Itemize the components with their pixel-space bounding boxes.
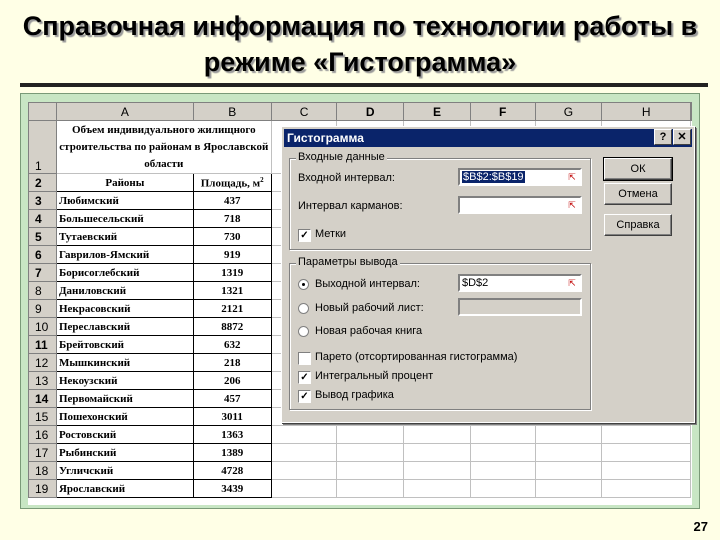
row-header[interactable]: 7 bbox=[29, 264, 57, 282]
grid-cell[interactable] bbox=[404, 462, 471, 480]
grid-cell[interactable] bbox=[404, 480, 471, 498]
area-cell[interactable]: 1389 bbox=[193, 444, 271, 462]
row-header[interactable]: 16 bbox=[29, 426, 57, 444]
row-header[interactable]: 17 bbox=[29, 444, 57, 462]
district-cell[interactable]: Борисоглебский bbox=[56, 264, 193, 282]
district-cell[interactable]: Первомайский bbox=[56, 390, 193, 408]
grid-cell[interactable] bbox=[404, 444, 471, 462]
column-header-b[interactable]: B bbox=[193, 103, 271, 121]
table-row bbox=[29, 426, 692, 444]
district-cell[interactable]: Переславский bbox=[56, 318, 193, 336]
close-icon[interactable]: ✕ bbox=[673, 129, 691, 145]
column-header-extra[interactable] bbox=[691, 103, 692, 121]
row-header[interactable]: 12 bbox=[29, 354, 57, 372]
input-group-label: Входные данные bbox=[298, 151, 385, 163]
column-header-h[interactable]: H bbox=[602, 103, 691, 121]
help-button[interactable]: Справка bbox=[604, 214, 672, 236]
new-book-label: Новая рабочая книга bbox=[315, 325, 423, 337]
row-header[interactable]: 14 bbox=[29, 390, 57, 408]
pareto-checkbox[interactable] bbox=[298, 352, 311, 365]
output-range-value: $D$2 bbox=[462, 277, 489, 289]
grid-cell[interactable] bbox=[337, 444, 404, 462]
area-cell[interactable]: 457 bbox=[193, 390, 271, 408]
grid-cell[interactable] bbox=[271, 462, 337, 480]
row-header[interactable]: 13 bbox=[29, 372, 57, 390]
new-book-radio[interactable] bbox=[298, 326, 309, 337]
row-header[interactable]: 2 bbox=[29, 174, 57, 192]
collapse-range-icon[interactable]: ⇱ bbox=[568, 200, 576, 210]
cancel-button[interactable]: Отмена bbox=[604, 183, 672, 205]
row-header[interactable]: 1 bbox=[29, 121, 57, 174]
ok-button[interactable]: ОК bbox=[604, 158, 672, 180]
page-number: 27 bbox=[693, 519, 708, 534]
area-label-text: Площадь, м bbox=[200, 177, 261, 190]
table-row bbox=[29, 444, 692, 462]
grid-cell[interactable] bbox=[470, 426, 535, 444]
input-range-field[interactable] bbox=[458, 168, 582, 186]
dialog-title-bar[interactable] bbox=[284, 129, 692, 147]
column-label-district[interactable]: Районы bbox=[56, 174, 193, 192]
row-header[interactable]: 10 bbox=[29, 318, 57, 336]
row-header[interactable]: 19 bbox=[29, 480, 57, 498]
grid-cell[interactable] bbox=[602, 426, 691, 444]
district-cell[interactable]: Гаврилов-Ямский bbox=[56, 246, 193, 264]
grid-cell[interactable] bbox=[535, 444, 602, 462]
grid-cell[interactable] bbox=[535, 480, 602, 498]
district-cell[interactable]: Ростовский bbox=[56, 426, 193, 444]
area-cell[interactable]: 206 bbox=[193, 372, 271, 390]
select-all-corner[interactable] bbox=[29, 103, 57, 121]
grid-cell[interactable] bbox=[470, 462, 535, 480]
grid-cell[interactable] bbox=[337, 480, 404, 498]
area-cell[interactable]: 730 bbox=[193, 228, 271, 246]
column-label-area[interactable] bbox=[193, 174, 271, 192]
grid-cell[interactable] bbox=[602, 462, 691, 480]
histogram-dialog bbox=[281, 126, 695, 423]
area-cell[interactable]: 4728 bbox=[193, 462, 271, 480]
grid-cell[interactable] bbox=[602, 444, 691, 462]
column-header-e[interactable]: E bbox=[404, 103, 471, 121]
area-cell[interactable]: 1363 bbox=[193, 426, 271, 444]
row-header[interactable]: 8 bbox=[29, 282, 57, 300]
column-header-f[interactable]: F bbox=[470, 103, 535, 121]
column-header-c[interactable]: C bbox=[271, 103, 337, 121]
output-group-label: Параметры вывода bbox=[298, 256, 398, 268]
slide-title: Справочная информация по технологии работы в режиме «Гистограмма» bbox=[22, 11, 698, 77]
input-group bbox=[289, 151, 591, 250]
column-header-row bbox=[29, 103, 692, 121]
collapse-range-icon[interactable]: ⇱ bbox=[568, 172, 576, 182]
district-cell[interactable]: Большесельский bbox=[56, 210, 193, 228]
output-range-label: Выходной интервал: bbox=[315, 278, 420, 290]
row-header[interactable]: 18 bbox=[29, 462, 57, 480]
output-range-field[interactable] bbox=[458, 274, 582, 292]
input-range-value: $B$2:$B$19 bbox=[463, 171, 524, 183]
district-cell[interactable]: Даниловский bbox=[56, 282, 193, 300]
area-label-sup: 2 bbox=[260, 175, 264, 184]
grid-cell[interactable] bbox=[271, 444, 337, 462]
area-cell[interactable]: 1321 bbox=[193, 282, 271, 300]
column-header-d[interactable]: D bbox=[337, 103, 404, 121]
grid-cell[interactable] bbox=[470, 480, 535, 498]
grid-cell[interactable] bbox=[337, 426, 404, 444]
new-sheet-field[interactable] bbox=[458, 298, 582, 316]
area-cell[interactable]: 3011 bbox=[193, 408, 271, 426]
area-cell[interactable]: 437 bbox=[193, 192, 271, 210]
row-header[interactable]: 5 bbox=[29, 228, 57, 246]
collapse-range-icon[interactable]: ⇱ bbox=[568, 278, 576, 288]
output-range-radio[interactable] bbox=[298, 279, 309, 290]
row-header[interactable]: 15 bbox=[29, 408, 57, 426]
district-cell[interactable]: Некоузский bbox=[56, 372, 193, 390]
bin-range-label: Интервал карманов: bbox=[298, 200, 403, 212]
row-header[interactable]: 6 bbox=[29, 246, 57, 264]
radio-dot bbox=[302, 283, 305, 286]
area-cell[interactable]: 1319 bbox=[193, 264, 271, 282]
grid-cell[interactable] bbox=[535, 462, 602, 480]
grid-cell[interactable] bbox=[404, 426, 471, 444]
area-cell[interactable]: 632 bbox=[193, 336, 271, 354]
row-header[interactable]: 3 bbox=[29, 192, 57, 210]
table-row bbox=[29, 480, 692, 498]
district-cell[interactable]: Мышкинский bbox=[56, 354, 193, 372]
row-header[interactable]: 9 bbox=[29, 300, 57, 318]
cumulative-percent-checkbox[interactable]: ✓ bbox=[298, 371, 311, 384]
district-cell[interactable]: Угличский bbox=[56, 462, 193, 480]
district-cell[interactable]: Тутаевский bbox=[56, 228, 193, 246]
column-header-g[interactable]: G bbox=[535, 103, 602, 121]
chart-output-label: Вывод графика bbox=[315, 389, 394, 401]
row-header[interactable]: 4 bbox=[29, 210, 57, 228]
table-row bbox=[29, 462, 692, 480]
area-cell[interactable]: 2121 bbox=[193, 300, 271, 318]
new-sheet-label: Новый рабочий лист: bbox=[315, 302, 424, 314]
new-sheet-radio[interactable] bbox=[298, 303, 309, 314]
header-cell[interactable]: Объем индивидуального жилищного строительства по районам в Ярославской области bbox=[56, 121, 271, 174]
output-group bbox=[289, 256, 591, 410]
dialog-title: Гистограмма bbox=[287, 131, 364, 145]
labels-checkbox-label: Метки bbox=[315, 228, 347, 240]
area-cell[interactable]: 3439 bbox=[193, 480, 271, 498]
chart-output-checkbox[interactable]: ✓ bbox=[298, 390, 311, 403]
area-cell[interactable]: 919 bbox=[193, 246, 271, 264]
district-cell[interactable]: Рыбинский bbox=[56, 444, 193, 462]
grid-cell[interactable] bbox=[602, 480, 691, 498]
grid-cell[interactable] bbox=[271, 480, 337, 498]
grid-cell[interactable] bbox=[470, 444, 535, 462]
title-divider bbox=[20, 83, 708, 87]
pareto-label: Парето (отсортированная гистограмма) bbox=[315, 351, 518, 363]
cumulative-percent-label: Интегральный процент bbox=[315, 370, 434, 382]
bin-range-field[interactable] bbox=[458, 196, 582, 214]
district-cell[interactable]: Ярославский bbox=[56, 480, 193, 498]
district-cell[interactable]: Некрасовский bbox=[56, 300, 193, 318]
grid-cell[interactable] bbox=[271, 426, 337, 444]
area-cell[interactable]: 8872 bbox=[193, 318, 271, 336]
labels-checkbox[interactable]: ✓ bbox=[298, 229, 311, 242]
district-cell[interactable]: Брейтовский bbox=[56, 336, 193, 354]
input-range-label: Входной интервал: bbox=[298, 172, 395, 184]
row-header[interactable]: 11 bbox=[29, 336, 57, 354]
grid-cell[interactable] bbox=[535, 426, 602, 444]
grid-cell[interactable] bbox=[337, 462, 404, 480]
column-header-a[interactable]: A bbox=[56, 103, 193, 121]
district-cell[interactable]: Пошехонский bbox=[56, 408, 193, 426]
area-cell[interactable]: 218 bbox=[193, 354, 271, 372]
help-icon[interactable]: ? bbox=[654, 129, 672, 145]
district-cell[interactable]: Любимский bbox=[56, 192, 193, 210]
area-cell[interactable]: 718 bbox=[193, 210, 271, 228]
